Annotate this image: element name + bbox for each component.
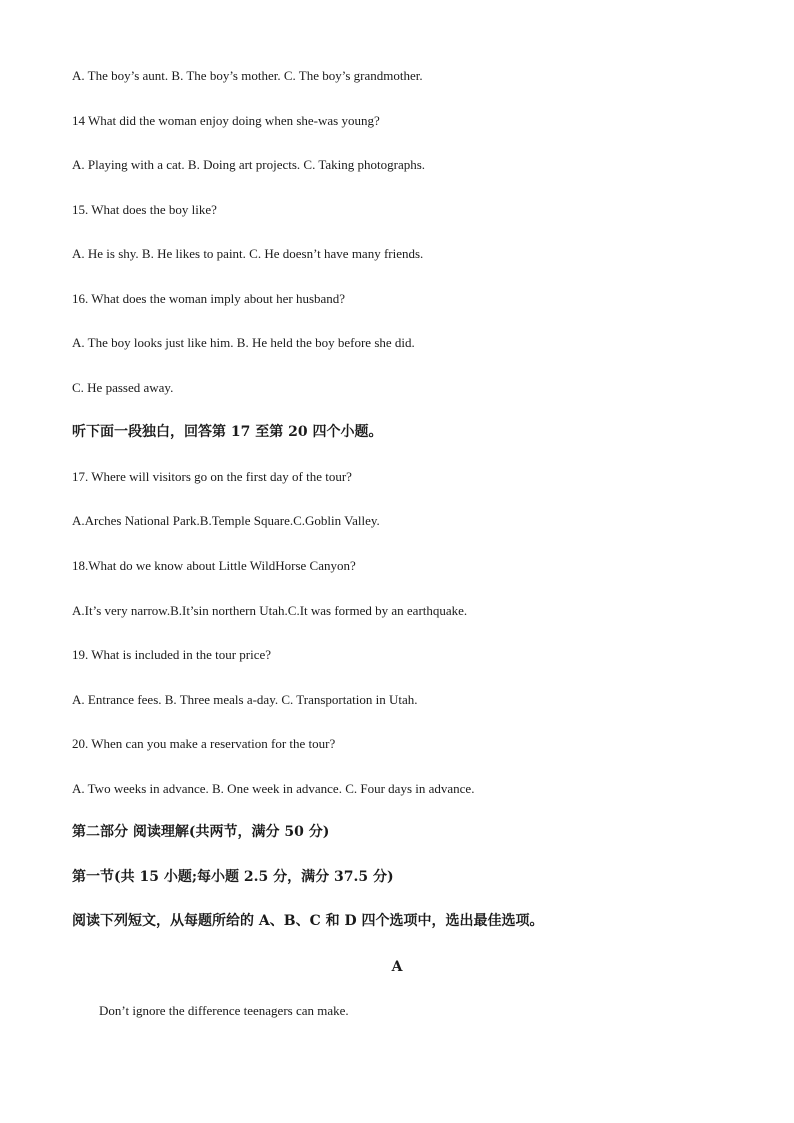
- q14-question: 14 What did the woman enjoy doing when she-was young?: [72, 113, 380, 128]
- part-two-heading: 第二部分 阅读理解(共两节，满分 50 分): [72, 824, 330, 840]
- q16-option-c: C. He passed away.: [72, 380, 174, 395]
- q17-options: A.Arches National Park.B.Temple Square.C.Goblin Valley.: [72, 513, 380, 528]
- q19-options: A. Entrance fees. B. Three meals a-day. C. Transportation in Utah.: [72, 692, 418, 707]
- reading-instruction: 阅读下列短文，从每题所给的 A、B、C 和 D 四个选项中，选出最佳选项。: [72, 913, 544, 929]
- q19-question: 19. What is included in the tour price?: [72, 647, 272, 662]
- q14-options: A. Playing with a cat. B. Doing art projects. C. Taking photographs.: [72, 157, 426, 172]
- q16-question: 16. What does the woman imply about her husband?: [72, 291, 346, 306]
- q18-question: 18.What do we know about Little WildHorse Canyon?: [72, 558, 356, 573]
- q16-options-ab: A. The boy looks just like him. B. He held the boy before she did.: [72, 335, 415, 350]
- q20-question: 20. When can you make a reservation for the tour?: [72, 736, 336, 751]
- passage-label-a: A: [391, 959, 403, 975]
- section-one-heading: 第一节(共 15 小题;每小题 2.5 分，满分 37.5 分): [72, 869, 394, 885]
- q15-options: A. He is shy. B. He likes to paint. C. He doesn’t have many friends.: [72, 246, 424, 261]
- q13-options: A. The boy’s aunt. B. The boy’s mother. C. The boy’s grandmother.: [72, 68, 423, 83]
- q18-options: A.It’s very narrow.B.It’sin northern Utah.C.It was formed by an earthquake.: [72, 603, 468, 618]
- q17-question: 17. Where will visitors go on the first day of the tour?: [72, 469, 352, 484]
- passage-first-line: Don’t ignore the difference teenagers can make.: [99, 1003, 349, 1018]
- q20-options: A. Two weeks in advance. B. One week in advance. C. Four days in advance.: [72, 781, 475, 796]
- q15-question: 15. What does the boy like?: [72, 202, 217, 217]
- section-instruction-monologue: 听下面一段独白，回答第 17 至第 20 四个小题。: [72, 424, 383, 440]
